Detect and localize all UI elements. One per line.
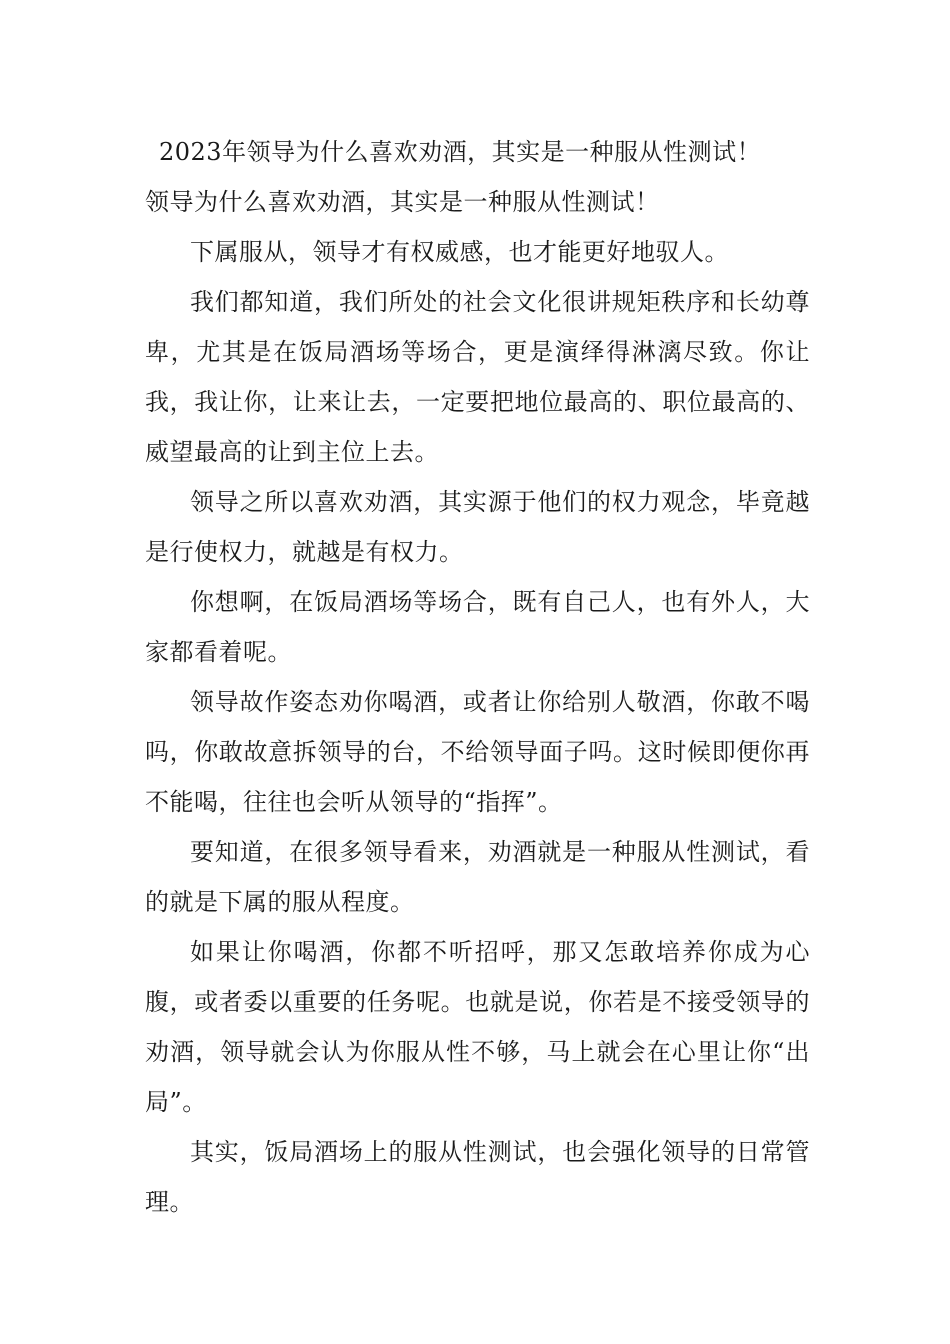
paragraph: 我们都知道，我们所处的社会文化很讲规矩秩序和长幼尊卑，尤其是在饭局酒场等场合，更是演绎得淋漓尽致。你让我，我让你，让来让去，一定要把地位最高的、职位最高的、威望最高的让到主位上去。: [145, 288, 810, 466]
paragraph: 领导故作姿态劝你喝酒，或者让你给别人敬酒，你敢不喝吗，你敢故意拆领导的台，不给领导面子吗。这时候即便你再不能喝，往往也会听从领导的“指挥”。: [145, 688, 810, 816]
paragraph: 其实，饭局酒场上的服从性测试，也会强化领导的日常管理。: [145, 1138, 810, 1216]
paragraph: 下属服从，领导才有权威感，也才能更好地驭人。: [190, 238, 729, 266]
document-body: [145, 127, 810, 1227]
paragraph: 如果让你喝酒，你都不听招呼，那又怎敢培养你成为心腹，或者委以重要的任务呢。也就是说，你若是不接受领导的劝酒，领导就会认为你服从性不够，马上就会在心里让你“出局”。: [145, 938, 810, 1116]
paragraph: 你想啊，在饭局酒场等场合，既有自己人，也有外人，大家都看着呢。: [145, 588, 810, 666]
paragraph: 领导之所以喜欢劝酒，其实源于他们的权力观念，毕竟越是行使权力，就越是有权力。: [145, 488, 810, 566]
document-title: 2023年领导为什么喜欢劝酒，其实是一种服从性测试！: [159, 138, 762, 166]
paragraph: 要知道，在很多领导看来，劝酒就是一种服从性测试，看的就是下属的服从程度。: [145, 838, 810, 916]
document-subtitle: 领导为什么喜欢劝酒，其实是一种服从性测试！: [145, 188, 660, 216]
